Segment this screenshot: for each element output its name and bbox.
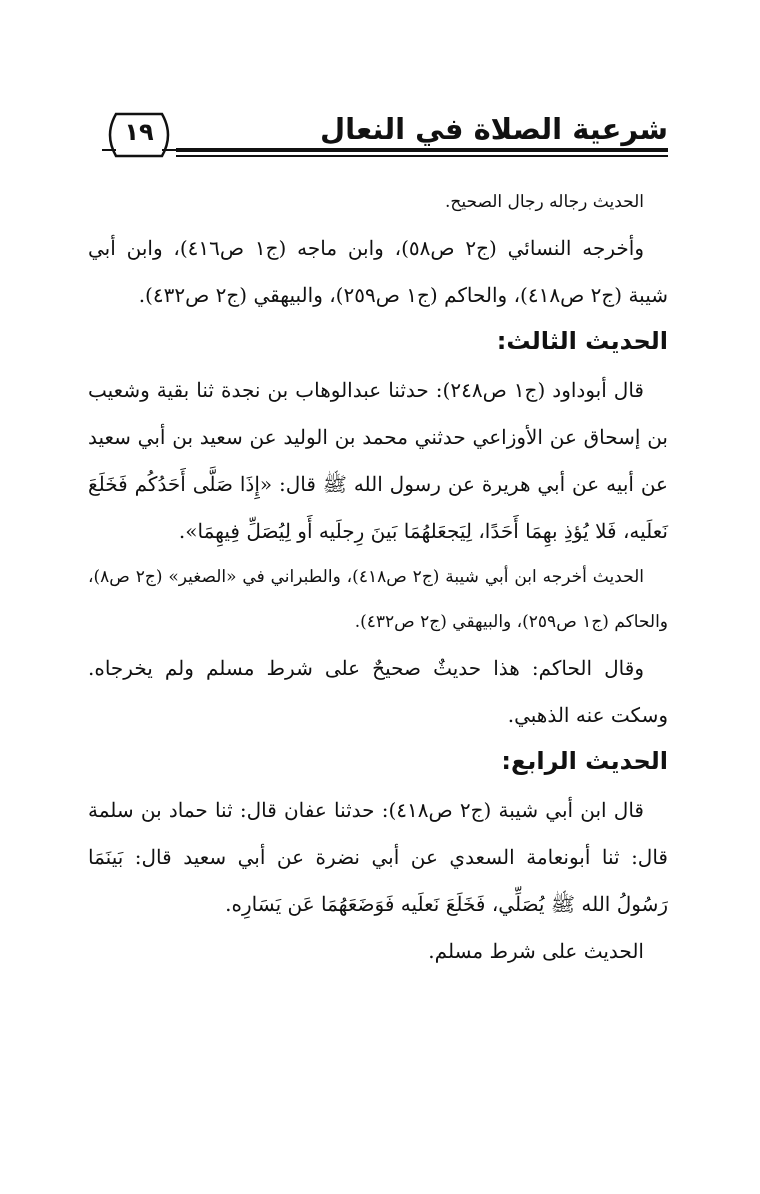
page-body — [88, 180, 668, 975]
paragraph-6: قال ابن أبي شيبة (ج٢ ص٤١٨): حدثنا عفان قال: ثنا حماد بن سلمة قال: ثنا أبونعامة السعدي عن أبي نضرة عن أبي سعيد قال: بَينَمَا رَسُولُ الله ﷺ يُصَلِّي، فَخَلَعَ نَعلَيه فَوَضَعَهُمَا عَن يَسَارِه. — [88, 798, 668, 916]
paragraph-7: الحديث على شرط مسلم. — [428, 939, 644, 963]
page-number: ١٩ — [124, 118, 154, 146]
paragraph-3: قال أبوداود (ج١ ص٢٤٨): حدثنا عبدالوهاب بن نجدة ثنا بقية وشعيب بن إسحاق عن الأوزاعي حدثني محمد بن الوليد عن سعيد بن أبي سعيد عن أبيه عن أبي هريرة عن رسول الله ﷺ قال: «إِذَا صَلَّى أَحَدُكُم فَخَلَعَ نَعلَيه، فَلا يُؤذِ بهِمَا أَحَدًا، لِيَجعَلهُمَا بَينَ رِجلَيه أَو لِيُصَلِّ فِيهِمَا». — [88, 378, 668, 543]
paragraph-4: الحديث أخرجه ابن أبي شيبة (ج٢ ص٤١٨)، والطبراني في «الصغير» (ج٢ ص٨)، والحاكم (ج١ ص٢٥٩)، والبيهقي (ج٢ ص٤٣٢). — [88, 567, 668, 632]
running-title: شرعية الصلاة في النعال — [319, 112, 668, 146]
page-number-badge — [102, 108, 176, 162]
header-rule-thin — [176, 155, 668, 157]
header-rule-thick — [176, 148, 668, 152]
paragraph-1: الحديث رجاله رجال الصحيح. — [444, 192, 644, 212]
paragraph-5: وقال الحاكم: هذا حديثٌ صحيحٌ على شرط مسلم ولم يخرجاه. وسكت عنه الذهبي. — [88, 656, 668, 727]
heading-hadith-3: الحديث الثالث: — [496, 327, 668, 355]
heading-hadith-4: الحديث الرابع: — [501, 747, 668, 775]
paragraph-2: وأخرجه النسائي (ج٢ ص٥٨)، وابن ماجه (ج١ ص٤١٦)، وابن أبي شيبة (ج٢ ص٤١٨)، والحاكم (ج١ ص٢٥٩)، والبيهقي (ج٢ ص٤٣٢). — [88, 236, 668, 307]
page-header — [88, 104, 668, 164]
